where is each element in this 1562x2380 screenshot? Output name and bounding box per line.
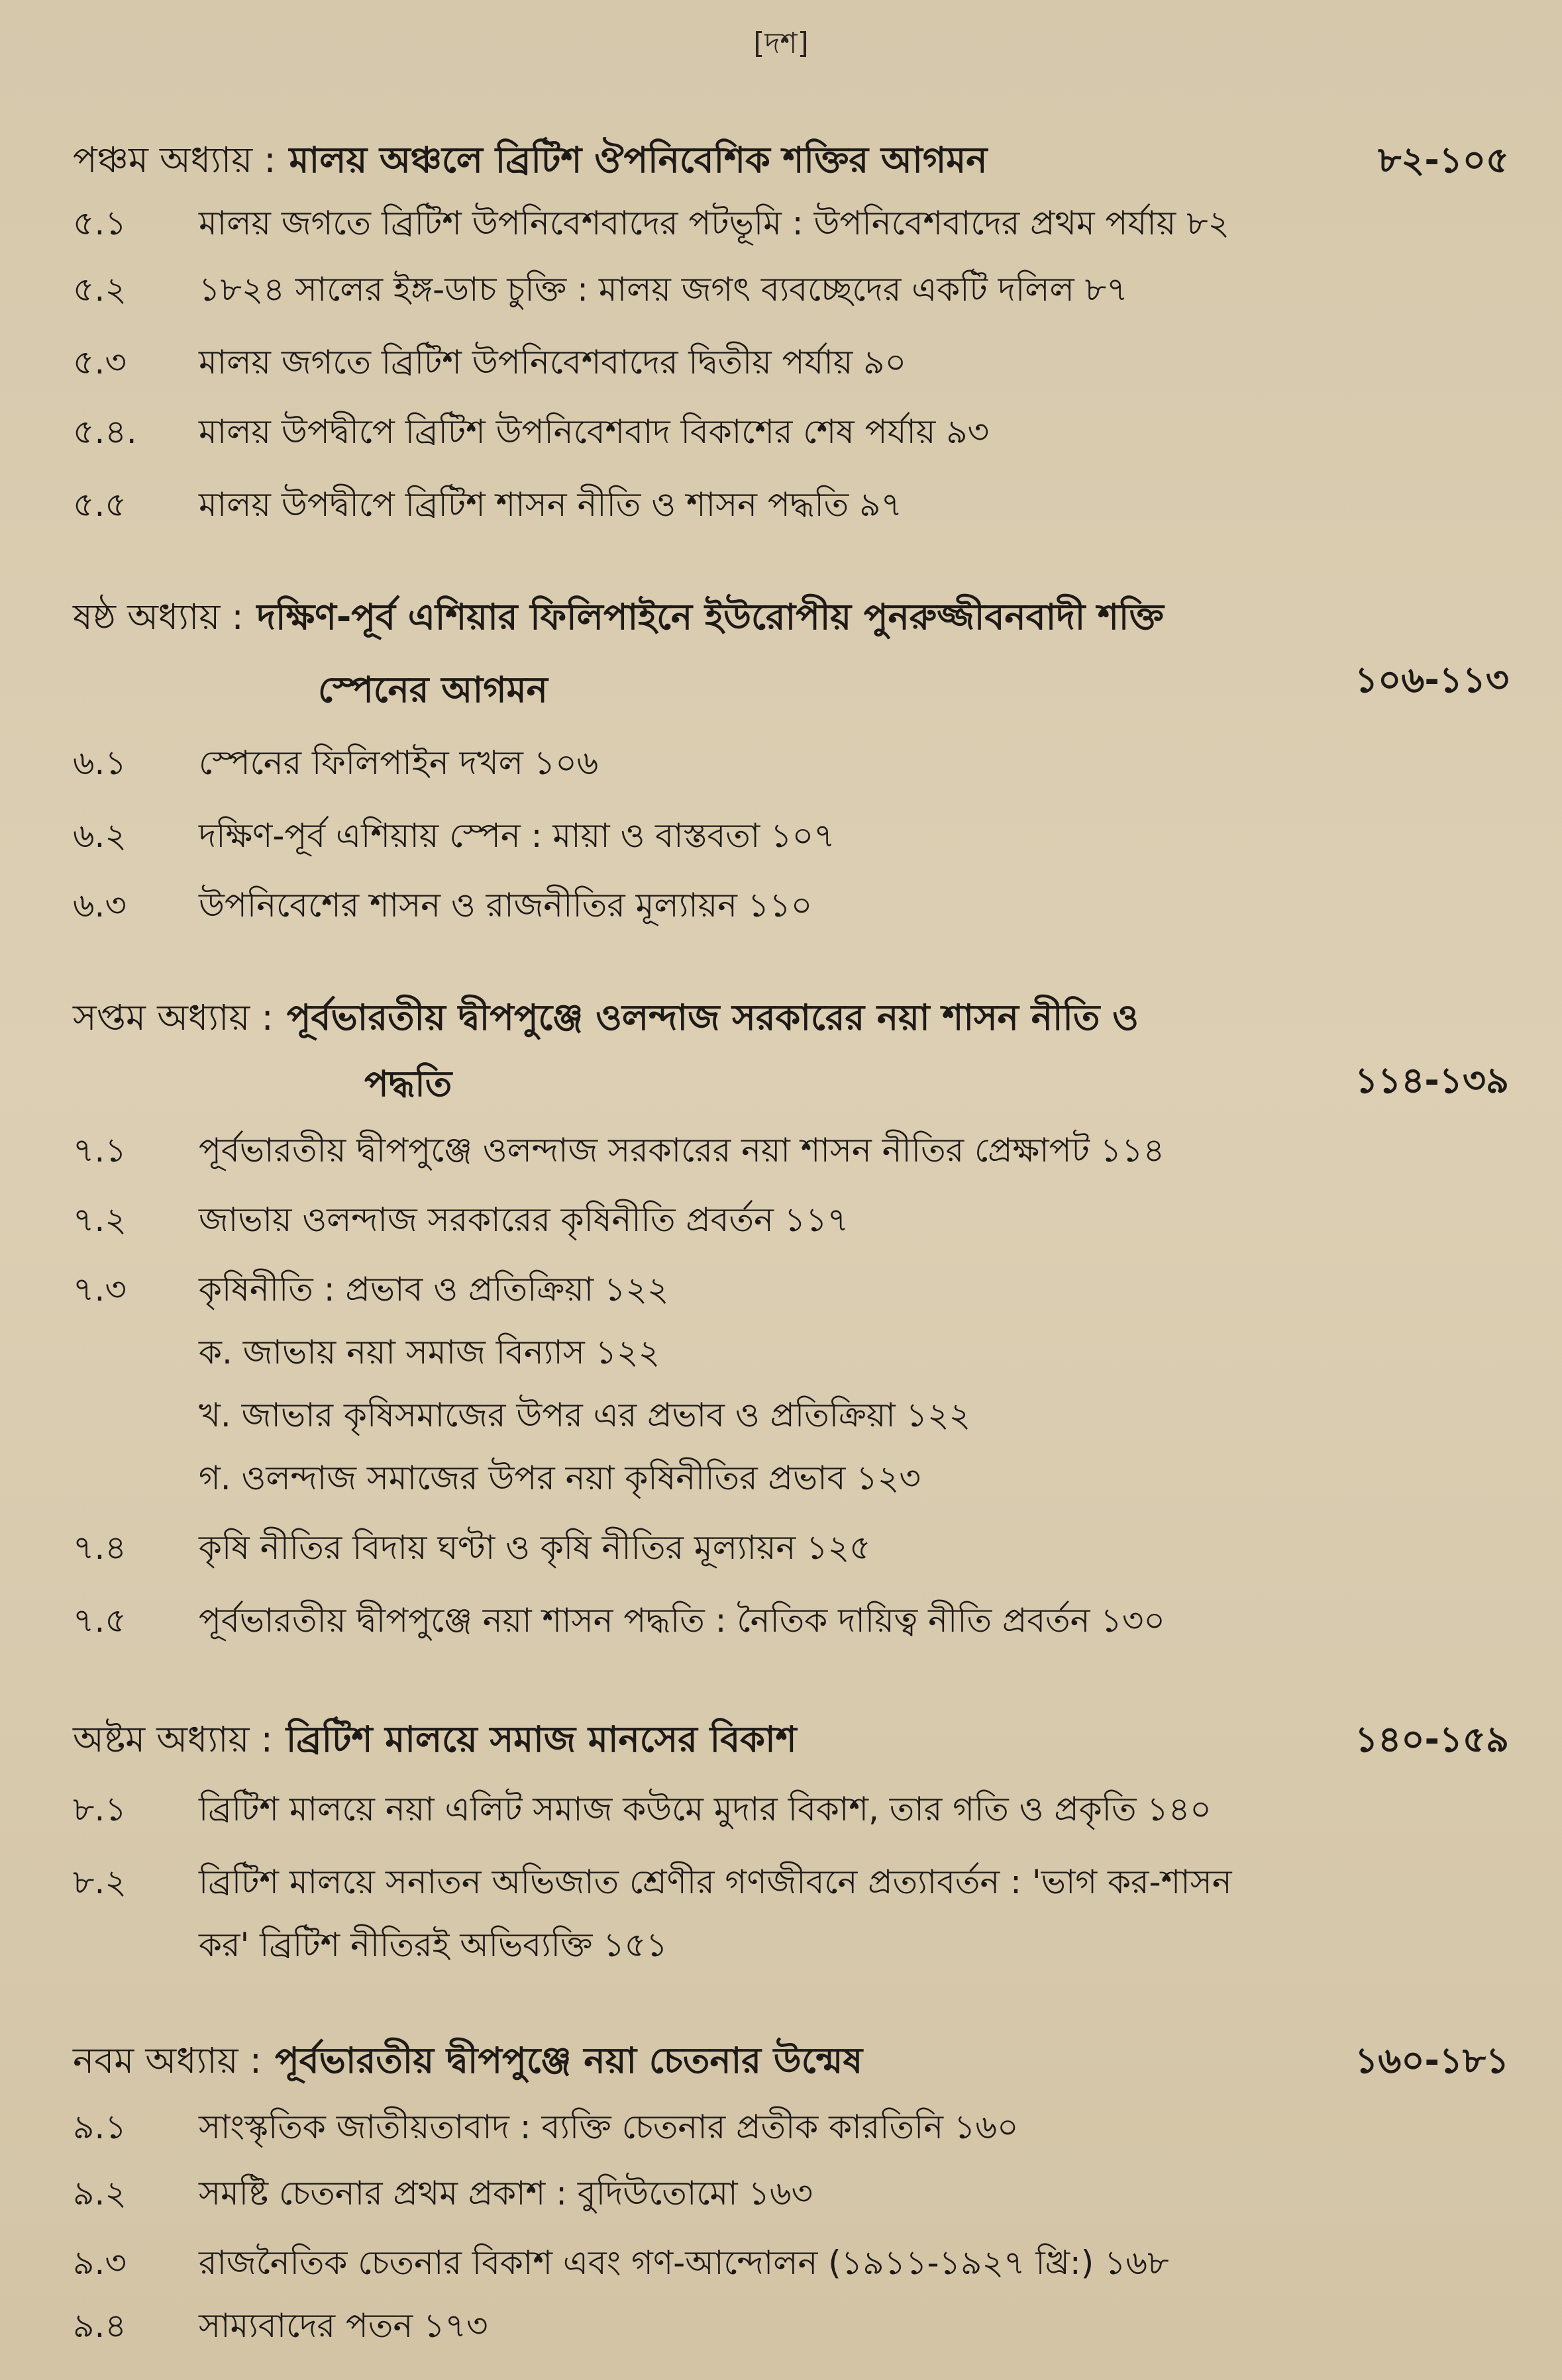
- section-title: ব্রিটিশ মালয়ে সনাতন অভিজাত শ্রেণীর গণজীবনে প্রত্যাবর্তন : 'ভাগ কর-শাসন: [199, 1863, 1232, 1901]
- chapter-5-heading: [73, 132, 1509, 192]
- section-number: ৬.৩: [73, 886, 127, 924]
- chapter-title: পূর্বভারতীয় দ্বীপপুঞ্জে নয়া চেতনার উন্মেষ: [274, 2040, 863, 2081]
- section-number: ৯.১: [73, 2108, 127, 2146]
- chapter-title-continued: পদ্ধতি: [364, 1063, 452, 1105]
- toc-entry: [73, 881, 1509, 936]
- section-title: সাম্যবাদের পতন ১৭৩: [199, 2306, 488, 2345]
- toc-entry: [73, 265, 1509, 320]
- section-number: ৭.৫: [73, 1601, 127, 1640]
- toc-entry: [73, 811, 1509, 866]
- chapter-title: দক্ষিণ-পূর্ব এশিয়ার ফিলিপাইনে ইউরোপীয় পুনরুজ্জীবনবাদী শক্তি: [256, 596, 1164, 638]
- chapter-title: ব্রিটিশ মালয়ে সমাজ মানসের বিকাশ: [286, 1718, 797, 1760]
- section-number: ৯.৪: [73, 2306, 127, 2345]
- toc-entry: [73, 1126, 1509, 1181]
- toc-entry: [73, 1523, 1509, 1578]
- section-title: পূর্বভারতীয় দ্বীপপুঞ্জে ওলন্দাজ সরকারের নয়া শাসন নীতির প্রেক্ষাপট ১১৪: [199, 1131, 1165, 1169]
- subsection-entry: গ. ওলন্দাজ সমাজের উপর নয়া কৃষিনীতির প্রভাব ১২৩: [199, 1459, 921, 1497]
- chapter-label: অষ্টম অধ্যায় :: [73, 1718, 273, 1760]
- section-title-continued: কর' ব্রিটিশ নীতিরই অভিব্যক্তি ১৫১: [199, 1926, 668, 1964]
- section-number: ৫.৩: [73, 343, 127, 381]
- toc-entry: [73, 738, 1509, 793]
- chapter-page-range: ১৪০-১৫৯: [1355, 1718, 1509, 1760]
- chapter-title: পূর্বভারতীয় দ্বীপপুঞ্জে ওলন্দাজ সরকারের নয়া শাসন নীতি ও: [286, 997, 1139, 1038]
- section-number: ৯.৩: [73, 2244, 127, 2282]
- section-title: রাজনৈতিক চেতনার বিকাশ এবং গণ-আন্দোলন (১৯১১-১৯২৭ খ্রি:) ১৬৮: [199, 2244, 1169, 2282]
- section-title: উপনিবেশের শাসন ও রাজনীতির মূল্যায়ন ১১০: [199, 886, 813, 924]
- section-number: ৭.৩: [73, 1270, 127, 1309]
- section-title: স্পেনের ফিলিপাইন দখল ১০৬: [199, 744, 599, 782]
- chapter-label: সপ্তম অধ্যায় :: [73, 997, 274, 1038]
- section-title: সাংস্কৃতিক জাতীয়তাবাদ : ব্যক্তি চেতনার প্রতীক কারতিনি ১৬০: [199, 2108, 1019, 2146]
- toc-entry: [73, 2301, 1509, 2356]
- section-title: মালয় জগতে ব্রিটিশ উপনিবেশবাদের দ্বিতীয় পর্যায় ৯০: [199, 343, 907, 381]
- section-title: মালয় জগতে ব্রিটিশ উপনিবেশবাদের পটভূমি : উপনিবেশবাদের প্রথম পর্যায় ৮২: [199, 204, 1230, 242]
- toc-entry: [73, 1785, 1509, 1840]
- section-title: মালয় উপদ্বীপে ব্রিটিশ উপনিবেশবাদ বিকাশের শেষ পর্যায় ৯৩: [199, 413, 990, 451]
- section-number: ৫.৪.: [73, 413, 137, 451]
- chapter-6-heading: [73, 589, 1509, 649]
- section-number: ৬.১: [73, 744, 127, 782]
- section-number: ৫.২: [73, 270, 127, 309]
- section-title: জাভায় ওলন্দাজ সরকারের কৃষিনীতি প্রবর্তন ১১৭: [199, 1201, 849, 1239]
- chapter-9-heading: [73, 2033, 1509, 2093]
- toc-entry: [73, 480, 1509, 535]
- section-number: ৮.১: [73, 1790, 127, 1828]
- toc-entry: [73, 1195, 1509, 1250]
- chapter-7-heading: [73, 990, 1509, 1050]
- section-number: ৫.৫: [73, 485, 127, 524]
- chapter-title-continued: স্পেনের আগমন: [318, 669, 548, 711]
- chapter-page-range: ৮২-১০৫: [1378, 139, 1509, 181]
- section-title: সমষ্টি চেতনার প্রথম প্রকাশ : বুদিউতোমো ১৬৩: [199, 2174, 813, 2212]
- chapter-page-range: ১৬০-১৮১: [1355, 2040, 1509, 2081]
- subsection-entry: খ. জাভার কৃষিসমাজের উপর এর প্রভাব ও প্রতিক্রিয়া ১২২: [199, 1396, 971, 1434]
- section-title: পূর্বভারতীয় দ্বীপপুঞ্জে নয়া শাসন পদ্ধতি : নৈতিক দায়িত্ব নীতি প্রবর্তন ১৩০: [199, 1601, 1165, 1640]
- section-number: ৯.২: [73, 2174, 127, 2212]
- section-number: ৫.১: [73, 204, 127, 242]
- chapter-8-heading: [73, 1712, 1509, 1771]
- toc-entry: [73, 2103, 1509, 2157]
- section-number: ৭.২: [73, 1201, 127, 1239]
- toc-entry: [73, 407, 1509, 462]
- toc-entry: [73, 1265, 1509, 1320]
- section-title: দক্ষিণ-পূর্ব এশিয়ায় স্পেন : মায়া ও বাস্তবতা ১০৭: [199, 817, 835, 855]
- section-number: ৭.১: [73, 1131, 127, 1169]
- page-marker: [দশ]: [753, 26, 809, 60]
- chapter-page-range: ১০৬-১১৩: [1355, 659, 1509, 701]
- section-title: কৃষিনীতি : প্রভাব ও প্রতিক্রিয়া ১২২: [199, 1270, 669, 1309]
- chapter-label: নবম অধ্যায় :: [73, 2040, 262, 2081]
- section-title: ১৮২৪ সালের ইঙ্গ-ডাচ চুক্তি : মালয় জগৎ ব্যবচ্ছেদের একটি দলিল ৮৭: [199, 270, 1128, 309]
- section-number: ৭.৪: [73, 1528, 127, 1567]
- chapter-label: পঞ্চম অধ্যায় :: [73, 139, 276, 181]
- section-title: কৃষি নীতির বিদায় ঘণ্টা ও কৃষি নীতির মূল্যায়ন ১২৫: [199, 1528, 871, 1567]
- toc-entry: [73, 199, 1509, 254]
- section-title: ব্রিটিশ মালয়ে নয়া এলিট সমাজ কউমে মুদার বিকাশ, তার গতি ও প্রকৃতি ১৪০: [199, 1790, 1212, 1828]
- toc-entry: [73, 338, 1509, 393]
- chapter-label: ষষ্ঠ অধ্যায় :: [73, 596, 244, 638]
- toc-entry: [73, 1858, 1509, 1912]
- toc-entry: [73, 2169, 1509, 2224]
- section-number: ৮.২: [73, 1863, 127, 1901]
- subsection-entry: ক. জাভায় নয়া সমাজ বিন্যাস ১২২: [199, 1333, 660, 1371]
- toc-entry: [73, 2238, 1509, 2293]
- section-title: মালয় উপদ্বীপে ব্রিটিশ শাসন নীতি ও শাসন পদ্ধতি ৯৭: [199, 485, 903, 524]
- chapter-page-range: ১১৪-১৩৯: [1355, 1060, 1509, 1101]
- toc-entry: [73, 1596, 1509, 1651]
- section-number: ৬.২: [73, 817, 127, 855]
- chapter-title: মালয় অঞ্চলে ব্রিটিশ ঔপনিবেশিক শক্তির আগমন: [289, 139, 988, 181]
